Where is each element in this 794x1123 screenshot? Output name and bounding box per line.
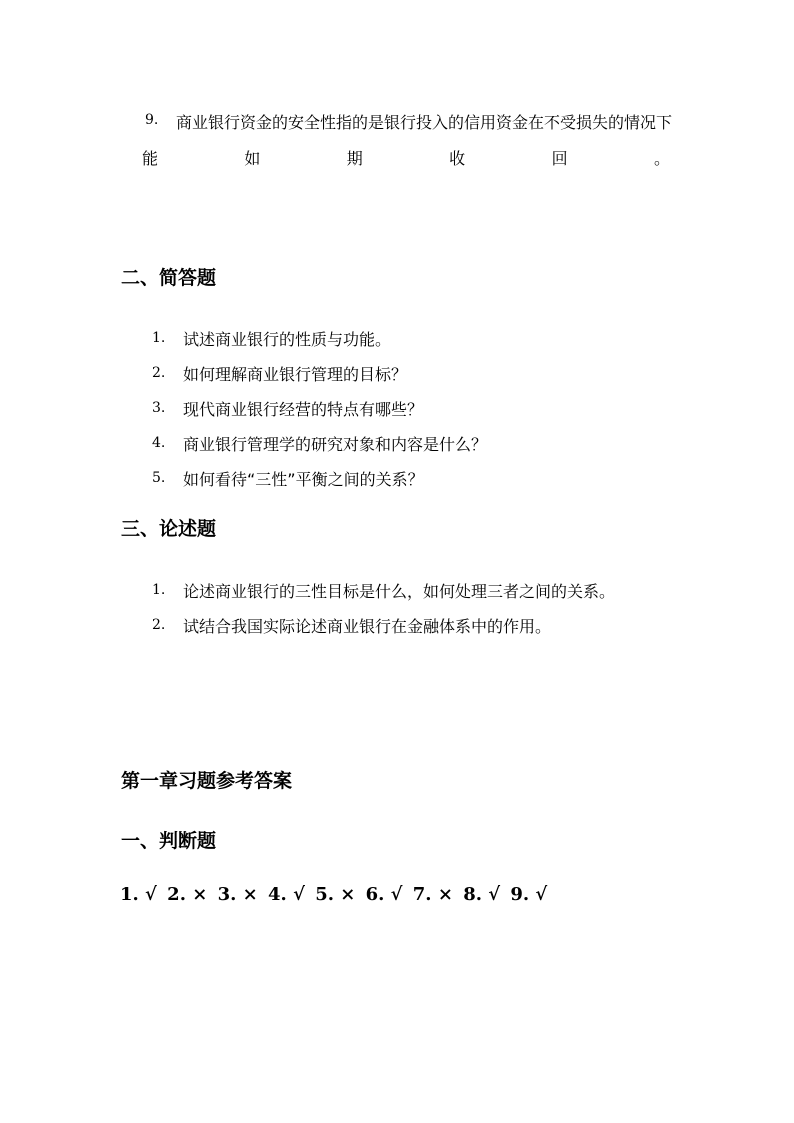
answer-item: 9. √ <box>510 884 548 905</box>
section-heading-essay: 三、论述题 <box>121 518 217 540</box>
list-item-text: 试结合我国实际论述商业银行在金融体系中的作用。 <box>183 617 552 636</box>
list-item-text: 商业银行管理学的研究对象和内容是什么？ <box>183 435 488 454</box>
answer-item: 4. √ <box>268 884 305 905</box>
chapter-answer-heading: 第一章习题参考答案 <box>121 770 293 792</box>
question-text-continuation <box>142 146 670 169</box>
list-item-text: 如何理解商业银行管理的目标？ <box>183 365 408 384</box>
answer-item: 3. × <box>217 884 258 905</box>
answer-item: 7. × <box>412 884 453 905</box>
list-item-text: 论述商业银行的三性目标是什么，如何处理三者之间的关系。 <box>183 582 616 601</box>
answer-item: 1. √ <box>120 884 157 905</box>
list-item-text: 试述商业银行的性质与功能。 <box>183 330 392 349</box>
question-char: 回 <box>551 149 568 168</box>
list-item-text: 如何看待“三性”平衡之间的关系？ <box>183 470 424 489</box>
list-item-number: 2. <box>152 365 166 381</box>
list-item-number: 5. <box>152 470 166 486</box>
question-char: 。 <box>653 149 670 168</box>
question-char: 期 <box>346 149 363 168</box>
answer-item: 2. × <box>167 884 208 905</box>
question-number: 9. <box>145 112 159 128</box>
list-item-number: 4. <box>152 435 166 451</box>
answer-item: 8. √ <box>463 884 501 905</box>
question-char: 能 <box>142 149 159 168</box>
section-heading-short-answer: 二、简答题 <box>121 267 217 289</box>
list-item-text: 现代商业银行经营的特点有哪些？ <box>183 400 424 419</box>
list-item-number: 3. <box>152 400 166 416</box>
answer-item: 5. × <box>315 884 356 905</box>
section-heading-true-false: 一、判断题 <box>121 830 217 852</box>
list-item-number: 2. <box>152 617 166 633</box>
list-item-number: 1. <box>152 582 166 598</box>
question-text: 商业银行资金的安全性指的是银行投入的信用资金在不受损失的情况下 <box>176 113 673 132</box>
answer-list <box>120 884 551 905</box>
question-char: 收 <box>449 149 466 168</box>
list-item-number: 1. <box>152 330 166 346</box>
question-char: 如 <box>244 149 261 168</box>
answer-item: 6. √ <box>365 884 403 905</box>
